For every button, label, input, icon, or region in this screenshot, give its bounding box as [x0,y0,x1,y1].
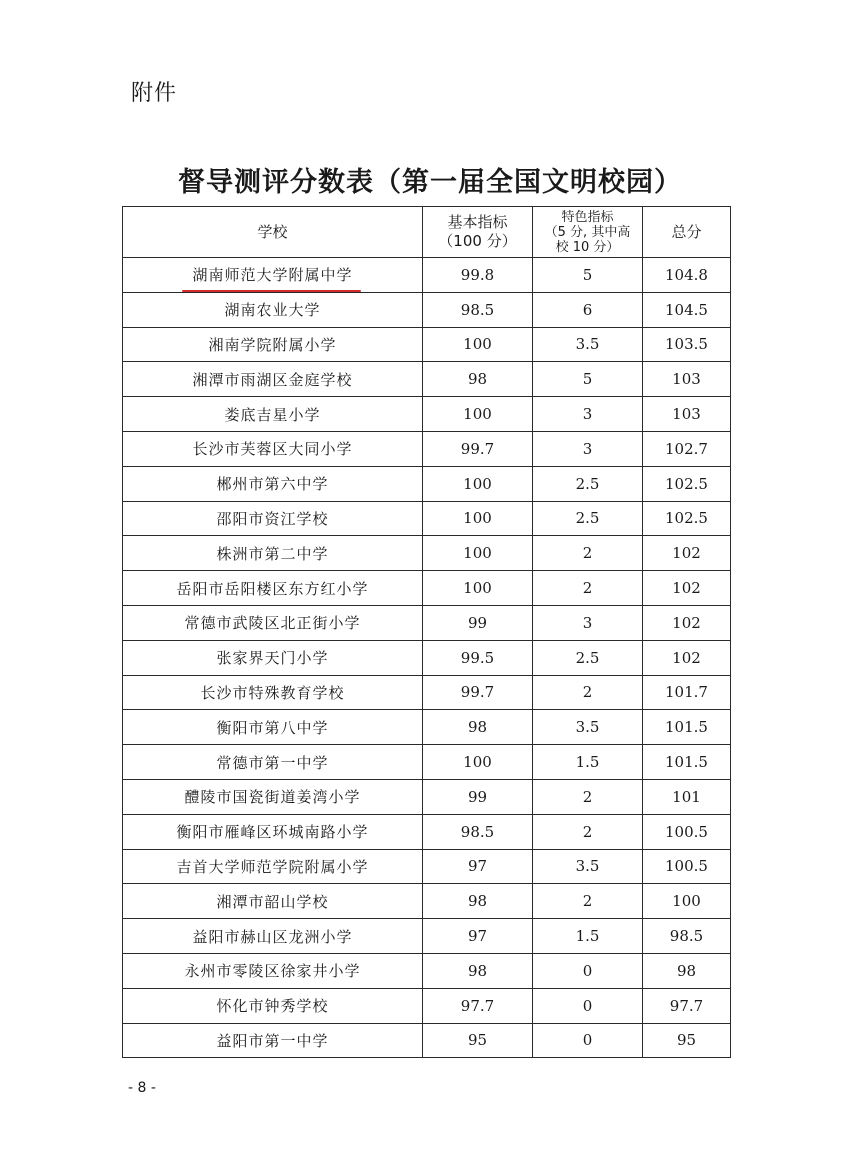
cell-school: 怀化市钟秀学校 [123,988,423,1023]
table-row [123,745,731,780]
cell-basic-score: 98 [423,953,533,988]
cell-basic-score: 98 [423,884,533,919]
header-row [123,207,731,258]
header-total-score [643,207,731,258]
cell-basic-score: 99.5 [423,640,533,675]
cell-school: 岳阳市岳阳楼区东方红小学 [123,571,423,606]
cell-basic-score: 99.8 [423,258,533,293]
table-row [123,640,731,675]
cell-total-score: 104.5 [643,292,731,327]
cell-total-score: 100 [643,884,731,919]
cell-basic-score: 98 [423,710,533,745]
cell-feature-score: 2 [533,536,643,571]
cell-basic-score: 97.7 [423,988,533,1023]
cell-school: 长沙市特殊教育学校 [123,675,423,710]
cell-total-score: 100.5 [643,814,731,849]
cell-feature-score: 5 [533,258,643,293]
cell-school: 湘潭市韶山学校 [123,884,423,919]
cell-total-score: 103 [643,397,731,432]
cell-feature-score: 5 [533,362,643,397]
cell-basic-score: 100 [423,536,533,571]
cell-basic-score: 98 [423,362,533,397]
header-school-label: 学校 [257,222,288,241]
table-row [123,431,731,466]
cell-school: 常德市武陵区北正街小学 [123,605,423,640]
cell-feature-score: 3.5 [533,327,643,362]
cell-total-score: 101.5 [643,710,731,745]
cell-total-score: 98.5 [643,919,731,954]
cell-feature-score: 2.5 [533,501,643,536]
cell-total-score: 102 [643,571,731,606]
cell-basic-score: 97 [423,849,533,884]
table-row [123,466,731,501]
cell-basic-score: 99 [423,779,533,814]
cell-feature-score: 0 [533,1023,643,1058]
cell-school: 长沙市芙蓉区大同小学 [123,431,423,466]
cell-school: 湘潭市雨湖区金庭学校 [123,362,423,397]
cell-school: 永州市零陵区徐家井小学 [123,953,423,988]
score-table [122,206,731,1058]
cell-feature-score: 1.5 [533,919,643,954]
cell-basic-score: 100 [423,501,533,536]
table-row [123,849,731,884]
cell-feature-score: 2 [533,675,643,710]
cell-school: 湘南学院附属小学 [123,327,423,362]
cell-school: 益阳市第一中学 [123,1023,423,1058]
table-row [123,675,731,710]
header-feature-line1: 特色指标 [561,209,614,225]
cell-feature-score: 1.5 [533,745,643,780]
cell-feature-score: 3 [533,431,643,466]
cell-total-score: 102 [643,605,731,640]
cell-basic-score: 100 [423,327,533,362]
cell-school: 株洲市第二中学 [123,536,423,571]
cell-total-score: 104.8 [643,258,731,293]
cell-basic-score: 99.7 [423,675,533,710]
table-row [123,536,731,571]
cell-school: 娄底吉星小学 [123,397,423,432]
table-row [123,605,731,640]
cell-total-score: 100.5 [643,849,731,884]
cell-feature-score: 0 [533,988,643,1023]
header-school [123,207,423,258]
cell-basic-score: 97 [423,919,533,954]
header-feature-line2: （5 分, 其中高 [544,224,631,240]
cell-total-score: 101.7 [643,675,731,710]
table-row [123,571,731,606]
cell-feature-score: 6 [533,292,643,327]
cell-school: 湖南农业大学 [123,292,423,327]
highlighted-school [192,264,352,285]
cell-feature-score: 2.5 [533,640,643,675]
table-row [123,710,731,745]
cell-feature-score: 2 [533,814,643,849]
cell-basic-score: 95 [423,1023,533,1058]
cell-basic-score: 98.5 [423,292,533,327]
table-row [123,258,731,293]
table-row [123,953,731,988]
cell-total-score: 102.5 [643,501,731,536]
cell-total-score: 103 [643,362,731,397]
cell-feature-score: 3.5 [533,849,643,884]
cell-basic-score: 98.5 [423,814,533,849]
cell-total-score: 97.7 [643,988,731,1023]
cell-total-score: 102 [643,536,731,571]
cell-feature-score: 0 [533,953,643,988]
cell-school: 郴州市第六中学 [123,466,423,501]
table-header [123,207,731,258]
cell-basic-score: 100 [423,466,533,501]
cell-school: 常德市第一中学 [123,745,423,780]
header-feature-line3: 校 10 分） [555,239,620,255]
cell-feature-score: 2 [533,884,643,919]
cell-total-score: 102.5 [643,466,731,501]
cell-total-score: 103.5 [643,327,731,362]
header-basic-line2: （100 分） [438,232,517,250]
table-row [123,362,731,397]
cell-school [123,258,423,293]
header-basic-score [423,207,533,258]
table-row [123,501,731,536]
header-feature-score [533,207,643,258]
table-row [123,884,731,919]
cell-total-score: 102 [643,640,731,675]
cell-total-score: 102.7 [643,431,731,466]
table-row [123,779,731,814]
cell-basic-score: 100 [423,397,533,432]
cell-total-score: 98 [643,953,731,988]
table-row [123,292,731,327]
table-row [123,1023,731,1058]
cell-school: 衡阳市雁峰区环城南路小学 [123,814,423,849]
cell-school: 益阳市赫山区龙洲小学 [123,919,423,954]
header-total-label: 总分 [671,222,702,241]
cell-total-score: 95 [643,1023,731,1058]
cell-basic-score: 99.7 [423,431,533,466]
cell-basic-score: 99 [423,605,533,640]
document-title: 督导测评分数表（第一届全国文明校园） [178,167,682,198]
table-row [123,397,731,432]
cell-feature-score: 3 [533,397,643,432]
cell-feature-score: 2.5 [533,466,643,501]
school-name: 湖南师范大学附属中学 [192,266,353,285]
cell-feature-score: 3.5 [533,710,643,745]
table-row [123,327,731,362]
table-body [123,258,731,1058]
cell-feature-score: 3 [533,605,643,640]
cell-total-score: 101.5 [643,745,731,780]
cell-school: 张家界天门小学 [123,640,423,675]
cell-school: 醴陵市国瓷街道姜湾小学 [123,779,423,814]
cell-school: 衡阳市第八中学 [123,710,423,745]
table-row [123,919,731,954]
attachment-label: 附件 [131,81,178,106]
page-number: - 8 - [128,1080,156,1096]
cell-feature-score: 2 [533,571,643,606]
cell-total-score: 101 [643,779,731,814]
cell-school: 吉首大学师范学院附属小学 [123,849,423,884]
cell-feature-score: 2 [533,779,643,814]
cell-school: 邵阳市资江学校 [123,501,423,536]
table-row [123,988,731,1023]
header-basic-line1: 基本指标 [447,213,508,231]
cell-basic-score: 100 [423,745,533,780]
table-row [123,814,731,849]
cell-basic-score: 100 [423,571,533,606]
